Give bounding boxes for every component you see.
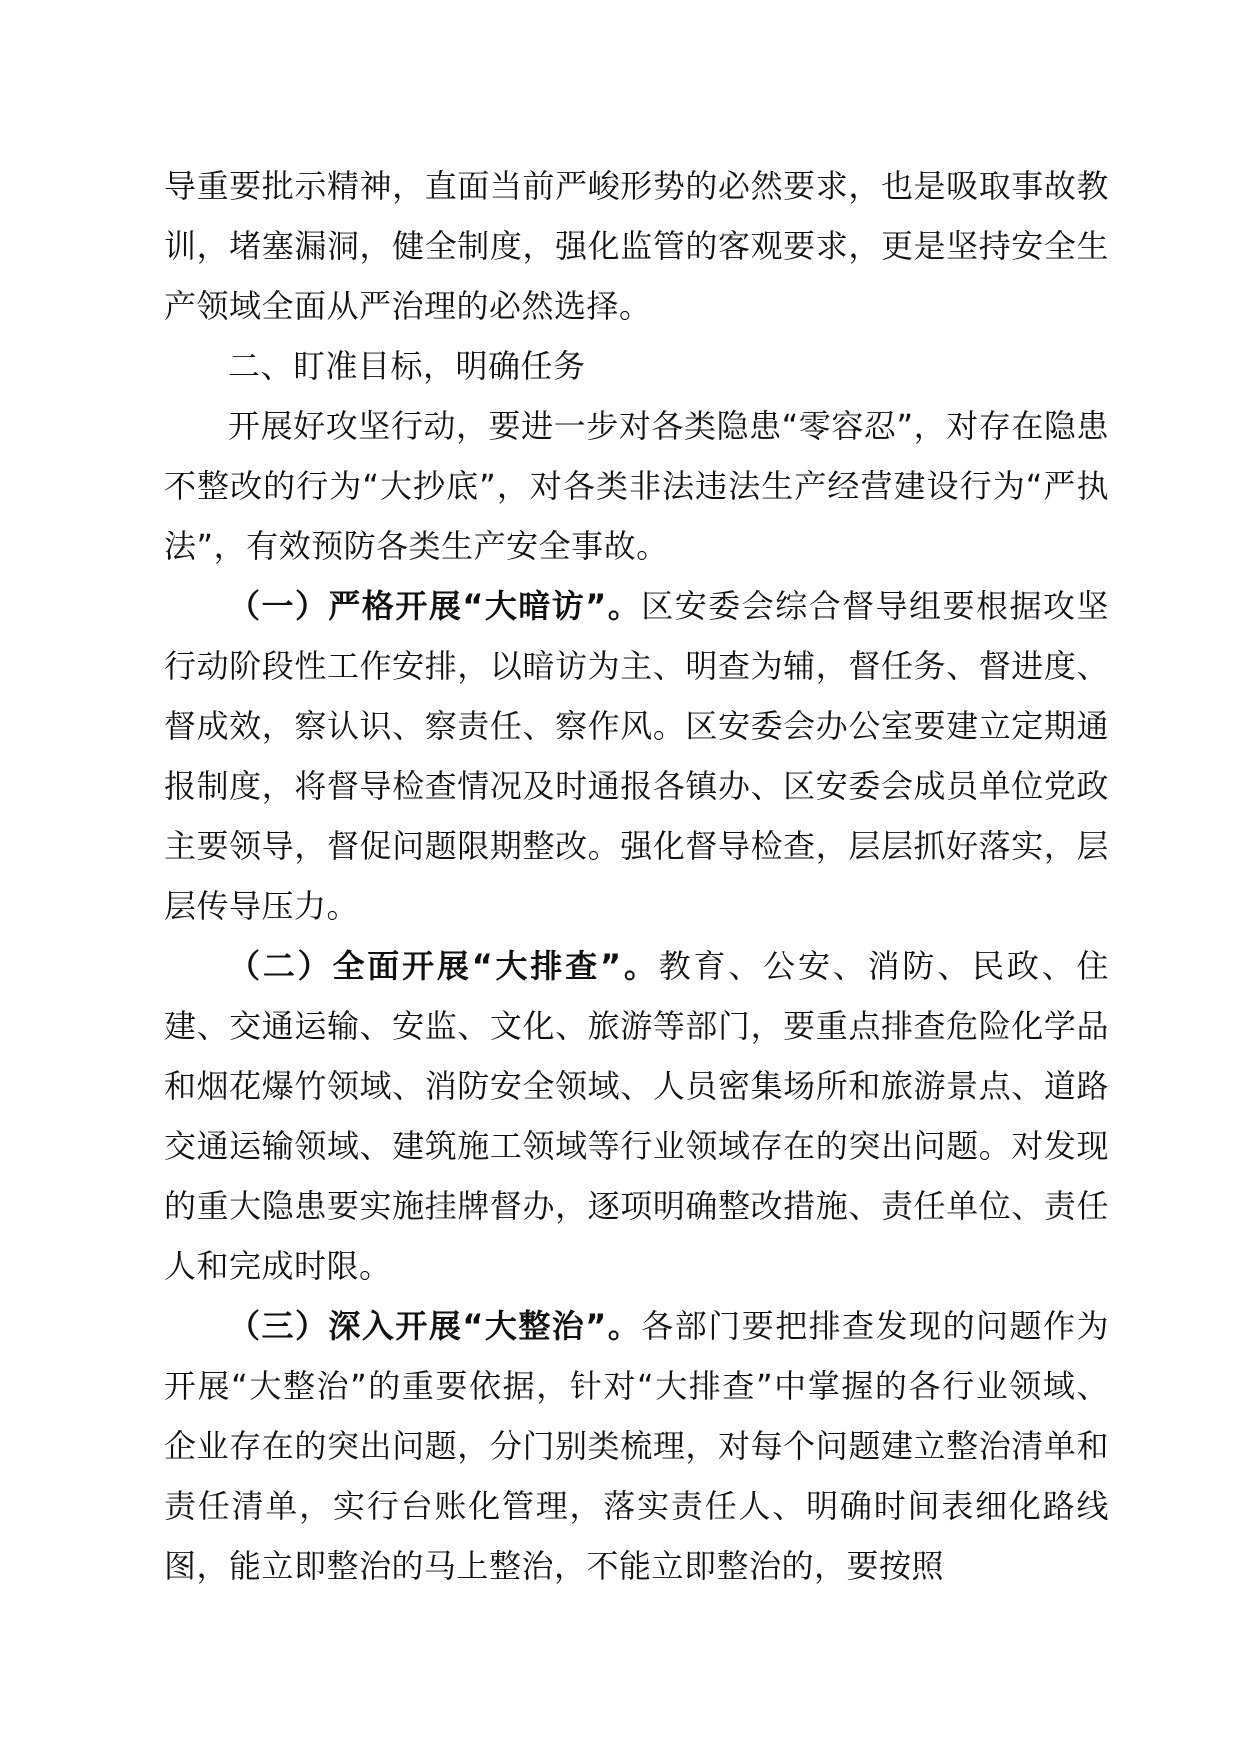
document-page — [164, 156, 1109, 1596]
paragraph-item-3 — [164, 1296, 1109, 1596]
paragraph-item-1 — [164, 576, 1109, 936]
paragraph-item-2 — [164, 936, 1109, 1296]
paragraph-intro: 开展好攻坚行动，要进一步对各类隐患“零容忍”，对存在隐患不整改的行为“大抄底”，对各类非法违法生产经营建设行为“严执法”，有效预防各类生产安全事故。 — [164, 407, 1109, 565]
item-3-body: 各部门要把排查发现的问题作为开展“大整治”的重要依据，针对“大排查”中掌握的各行业领域、企业存在的突出问题，分门别类梳理，对每个问题建立整治清单和责任清单，实行台账化管理，落实责任人、明确时间表细化路线图，能立即整治的马上整治，不能立即整治的，要按照 — [164, 1307, 1109, 1585]
item-2-body: 教育、公安、消防、民政、住建、交通运输、安监、文化、旅游等部门，要重点排查危险化学品和烟花爆竹领域、消防安全领域、人员密集场所和旅游景点、道路交通运输领域、建筑施工领域等行业领域存在的突出问题。对发现的重大隐患要实施挂牌督办，逐项明确整改措施、责任单位、责任人和完成时限。 — [164, 947, 1109, 1285]
item-2-title: （二）全面开展“大排查”。 — [228, 947, 659, 985]
item-1-title: （一）严格开展“大暗访”。 — [228, 587, 642, 625]
paragraph-continuation: 导重要批示精神，直面当前严峻形势的必然要求，也是吸取事故教训，堵塞漏洞，健全制度，强化监管的客观要求，更是坚持安全生产领域全面从严治理的必然选择。 — [164, 167, 1109, 325]
section-heading-2: 二、盯准目标，明确任务 — [228, 347, 586, 385]
item-1-body: 区安委会综合督导组要根据攻坚行动阶段性工作安排，以暗访为主、明查为辅，督任务、督进度、督成效，察认识、察责任、察作风。区安委会办公室要建立定期通报制度，将督导检查情况及时通报各镇办、区安委会成员单位党政主要领导，督促问题限期整改。强化督导检查，层层抓好落实，层层传导压力。 — [164, 587, 1109, 925]
item-3-title: （三）深入开展“大整治”。 — [228, 1307, 642, 1345]
